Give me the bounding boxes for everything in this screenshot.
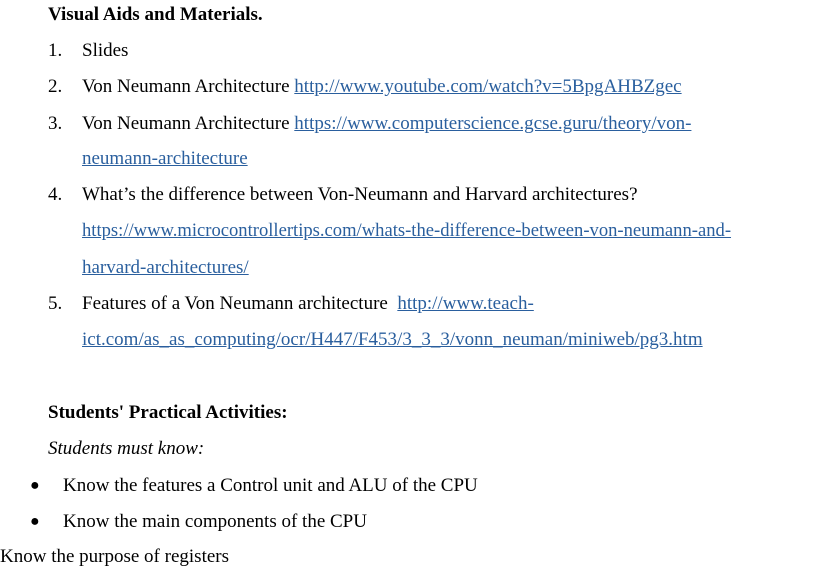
microcontrollertips-link-continued[interactable]: harvard-architectures/	[82, 257, 249, 278]
list-item	[82, 113, 691, 135]
practical-subheading: Students must know:	[48, 438, 205, 459]
list-item	[82, 76, 682, 98]
bullet-item: Know the main components of the CPU	[63, 511, 367, 532]
registers-line: Know the purpose of registers	[0, 546, 230, 567]
list-item-text: Slides	[82, 40, 129, 61]
list-item-text: Von Neumann Architecture	[82, 76, 295, 97]
list-item-text: Features of a Von Neumann architecture	[82, 293, 398, 314]
teach-ict-link[interactable]: http://www.teach-	[397, 293, 534, 314]
computerscience-link[interactable]: https://www.computerscience.gcse.guru/theory/von-	[294, 113, 692, 134]
list-item-text: Von Neumann Architecture	[82, 113, 295, 134]
list-item-continuation	[82, 220, 731, 242]
teach-ict-link-continued[interactable]: ict.com/as_as_computing/ocr/H447/F453/3_3_3/vonn_neuman/miniweb/pg3.htm	[82, 329, 703, 350]
list-number: 3.	[48, 113, 63, 134]
bullet-dot: ●	[30, 513, 40, 530]
list-item-continuation	[82, 148, 248, 170]
list-number: 4.	[48, 184, 63, 205]
list-item-text: What’s the difference between Von-Neumann and Harvard architectures?	[82, 184, 638, 205]
computerscience-link-continued[interactable]: neumann-architecture	[82, 148, 248, 169]
list-number: 1.	[48, 40, 63, 61]
bullet-item: Know the features a Control unit and ALU of the CPU	[63, 475, 478, 496]
youtube-link[interactable]: http://www.youtube.com/watch?v=5BpgAHBZgec	[294, 76, 682, 97]
list-item-continuation	[82, 329, 703, 351]
list-item-continuation	[82, 257, 249, 279]
list-item	[82, 293, 534, 315]
list-number: 5.	[48, 293, 63, 314]
microcontrollertips-link[interactable]: https://www.microcontrollertips.com/whats-the-difference-between-von-neumann-and-	[82, 220, 732, 241]
visual-aids-heading: Visual Aids and Materials.	[48, 4, 263, 25]
practical-activities-heading: Students' Practical Activities:	[48, 402, 288, 423]
list-number: 2.	[48, 76, 63, 97]
bullet-dot: ●	[30, 477, 40, 494]
